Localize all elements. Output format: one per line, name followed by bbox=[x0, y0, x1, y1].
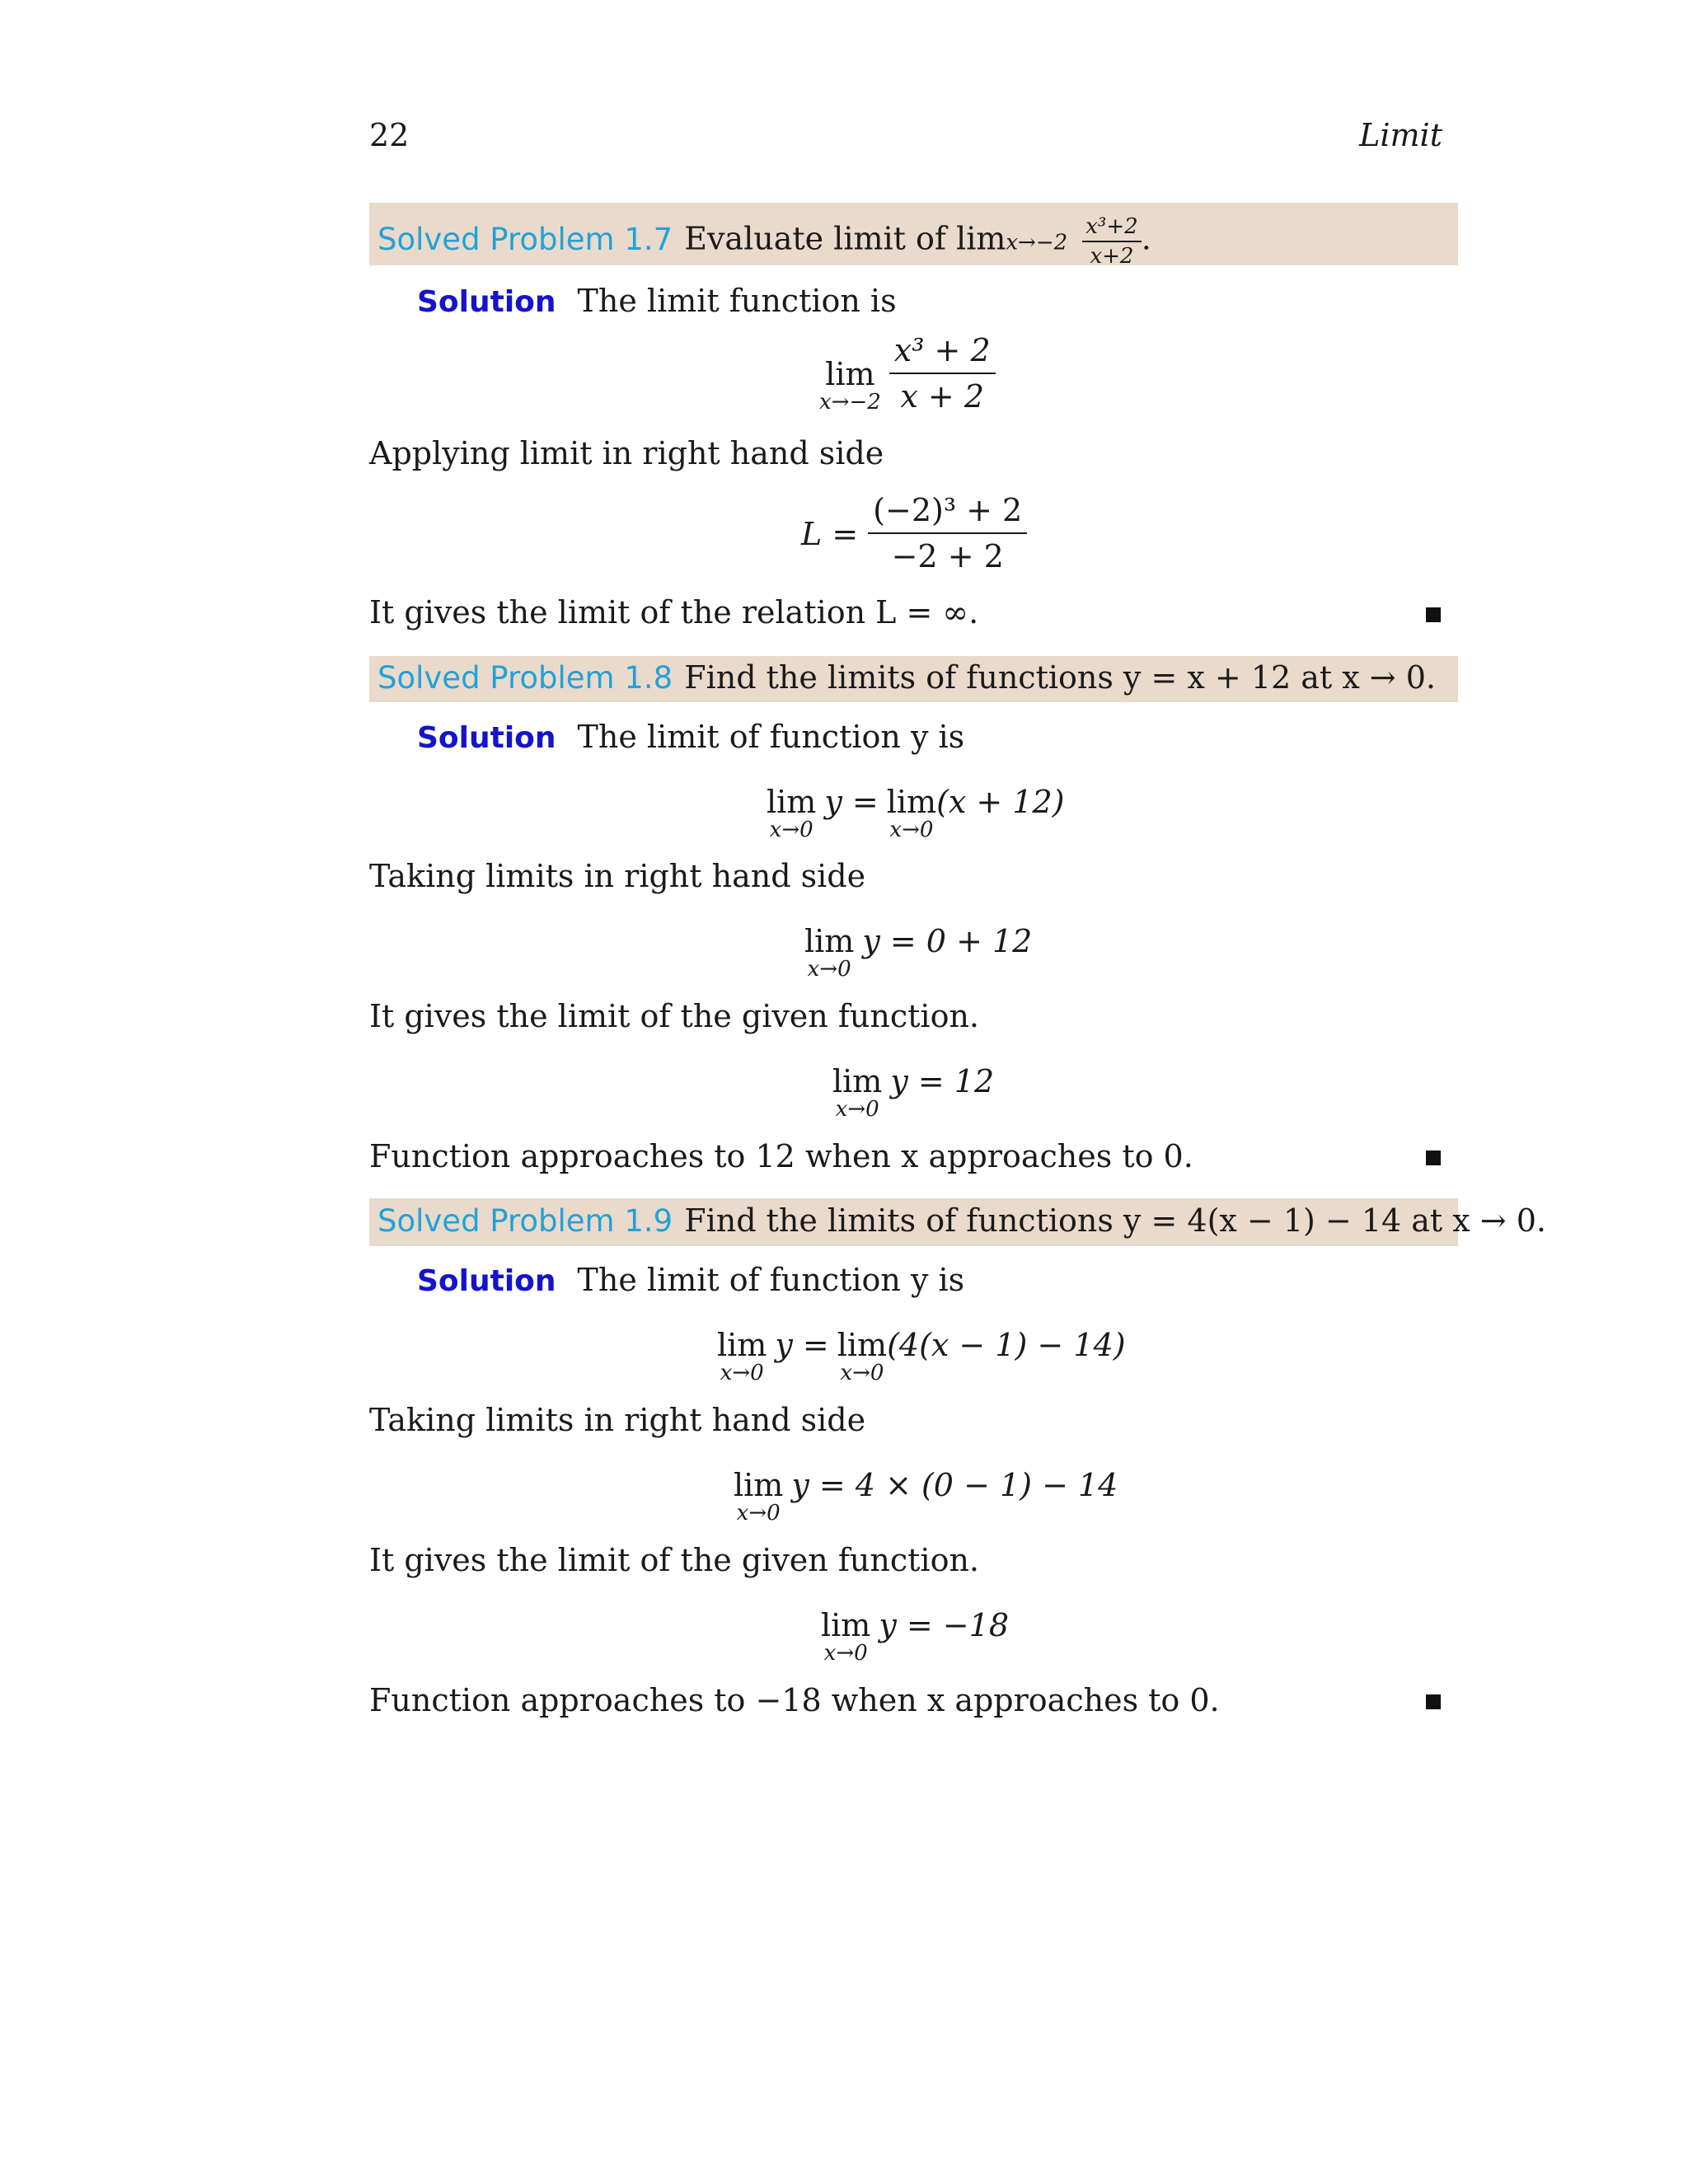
equation-limit-function: lim x→−2 $\frac{\text{x³ + 2}}{x + 2}$ bbox=[819, 331, 996, 415]
paragraph-text: It gives the limit of the given function. bbox=[369, 998, 979, 1034]
solution-line: Solution The limit function is bbox=[417, 283, 897, 319]
paragraph-text: Applying limit in right hand side bbox=[369, 435, 884, 471]
problem-1-9-banner bbox=[369, 1198, 1546, 1246]
problem-statement: Find the limits of functions y = x + 12 at x → 0. bbox=[684, 659, 1436, 696]
solution-line: Solution The limit of function y is bbox=[417, 719, 965, 755]
problem-1-7-banner: Solved Problem 1.7 Evaluate limit of limx→−2 $\frac{\text{x³+2}}{x+2}$ . bbox=[369, 203, 1458, 265]
equation-limit-substituted: lim x→0 y = 0 + 12 bbox=[804, 923, 1033, 982]
solution-label: Solution bbox=[417, 285, 556, 319]
problem-1-8-banner bbox=[369, 656, 1458, 702]
equation-limit-result: lim x→0 y = 12 bbox=[832, 1063, 995, 1122]
paragraph-text: Taking limits in right hand side bbox=[369, 858, 866, 894]
solved-problem-label: Solved Problem 1.8 bbox=[377, 660, 673, 696]
solution-label: Solution bbox=[417, 1264, 556, 1298]
qed-square bbox=[1426, 607, 1441, 622]
solution-label: Solution bbox=[417, 721, 556, 755]
solution-line: Solution The limit of function y is bbox=[417, 1262, 965, 1298]
qed-square bbox=[1426, 1694, 1441, 1709]
equation-limit-substituted: lim x→0 y = 4 × (0 − 1) − 14 bbox=[734, 1467, 1118, 1526]
inline-fraction: $\frac{\text{x³+2}}{x+2}$ bbox=[1082, 214, 1141, 269]
chapter-title: Limit bbox=[1359, 117, 1442, 153]
equation-limit-y: lim x→0 y = lim x→0 (4(x − 1) − 14) bbox=[717, 1327, 1126, 1385]
qed-square bbox=[1426, 1151, 1441, 1165]
problem-statement: Evaluate limit of lim bbox=[684, 220, 1006, 257]
solved-problem-label: Solved Problem 1.9 bbox=[377, 1203, 673, 1239]
equation-limit-result: lim x→0 y = −18 bbox=[821, 1607, 1010, 1666]
conclusion-text: Function approaches to 12 when x approaches to 0. bbox=[369, 1138, 1193, 1174]
conclusion-text: Function approaches to −18 when x approaches to 0. bbox=[369, 1682, 1220, 1718]
equation-limit-y: lim x→0 y = lim x→0 (x + 12) bbox=[767, 784, 1065, 842]
solved-problem-label: Solved Problem 1.7 bbox=[377, 221, 673, 257]
conclusion-text: It gives the limit of the relation L = ∞. bbox=[369, 594, 979, 630]
paragraph-text: Taking limits in right hand side bbox=[369, 1402, 866, 1438]
page-number: 22 bbox=[369, 117, 410, 153]
equation-applied-limit: L = $\frac{\text{(−2)³ + 2}}{-2 + 2}$ bbox=[801, 491, 1027, 575]
paragraph-text: It gives the limit of the given function. bbox=[369, 1542, 979, 1578]
problem-statement: Find the limits of functions y = 4(x − 1) − 14 at x → 0. bbox=[684, 1202, 1546, 1239]
